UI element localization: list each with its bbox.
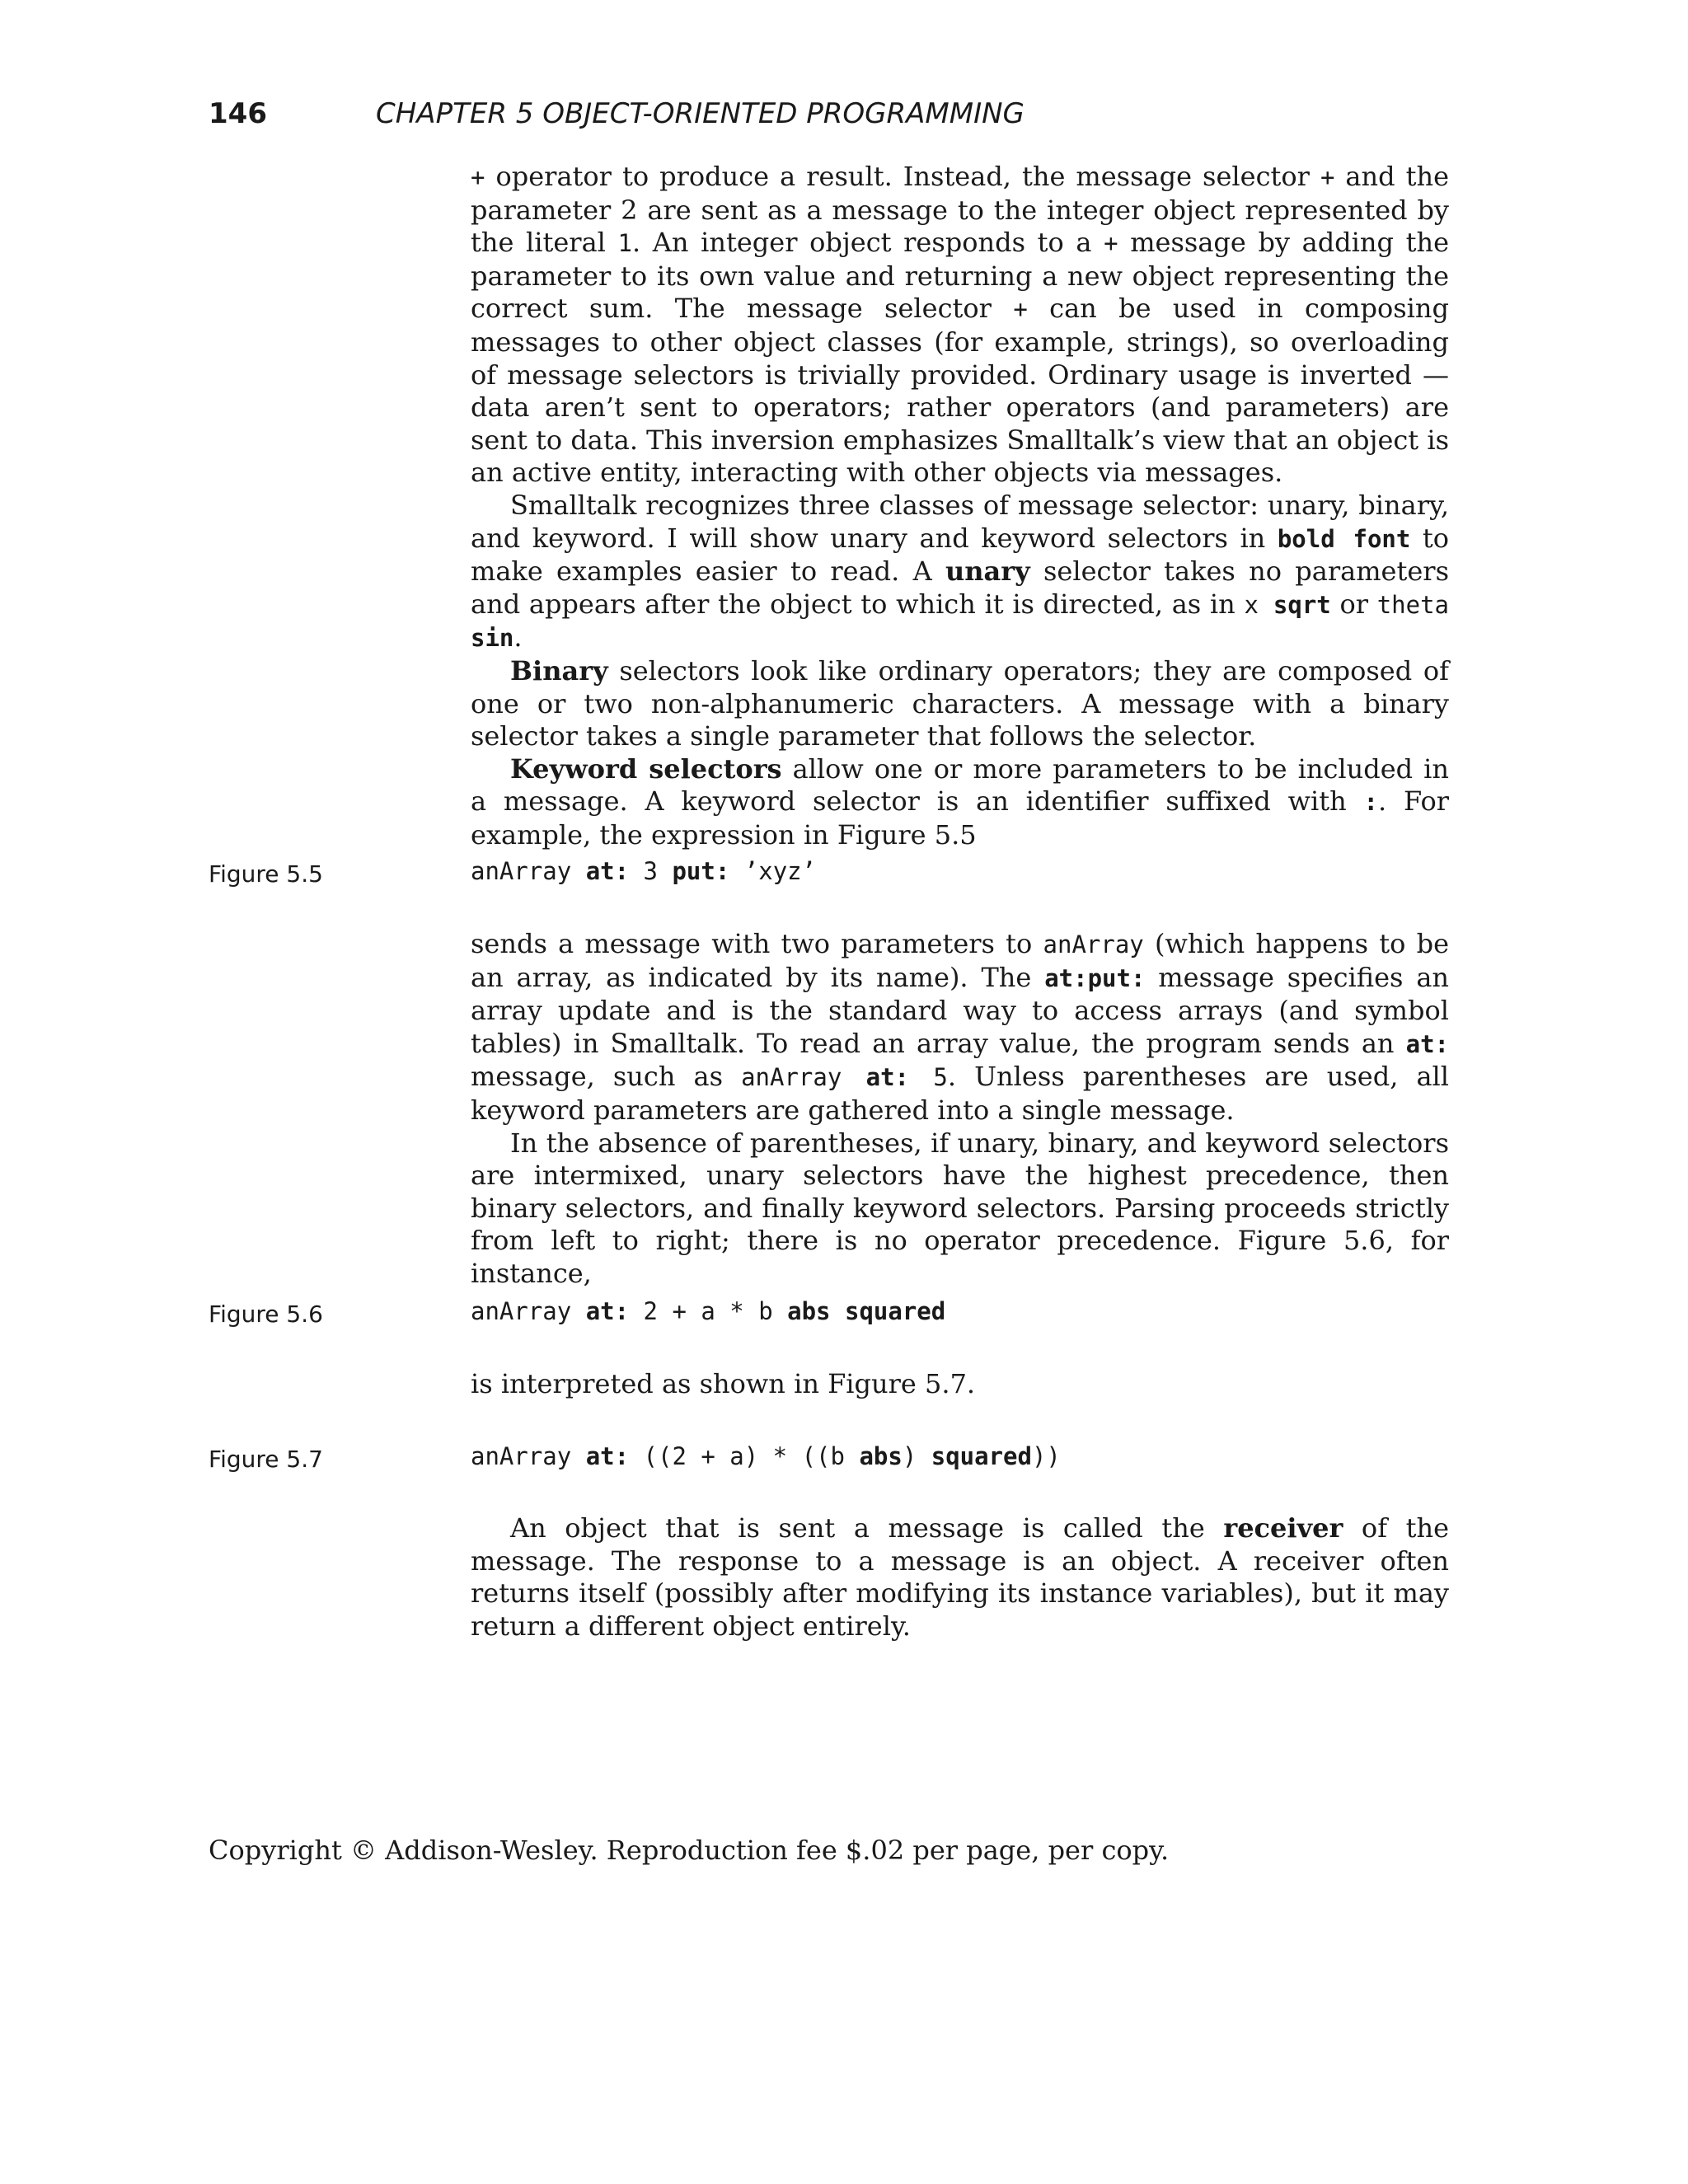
text-run: sends a message with two parameters to [471, 928, 1043, 959]
paragraph [471, 161, 1449, 490]
bold-term: Binary [510, 654, 608, 687]
inline-code: 1 [617, 229, 632, 258]
text-run: can be used in composing messages to other object classes (for example, strings), so overloading of message selectors is trivially provided. Ordinary usage is inverted — data aren’t sent to operators; rather operators (and parameters) are sent to data. This inversion emphasizes Smalltalk’s view that an object is an active entity, interacting with other objects via messages. [471, 293, 1450, 489]
code-keyword: abs squared [787, 1297, 946, 1325]
text-run: . Unless parentheses are used, all keyword parameters are gathered into a single message. [471, 1061, 1450, 1126]
text-run: allow one or more parameters to be included in a message. A keyword selector is an identifier suffixed with [471, 752, 1450, 818]
figure-label: Figure 5.7 [209, 1446, 323, 1473]
figure-code [471, 1442, 1061, 1470]
text-run: or [1330, 588, 1377, 620]
body-text-block-3 [471, 1368, 1449, 1401]
text-run: message, such as [471, 1061, 742, 1093]
inline-code: 5 [909, 1063, 948, 1092]
paragraph [471, 1512, 1449, 1643]
code-keyword: at: [585, 1297, 630, 1325]
code-keyword: squared [931, 1442, 1032, 1470]
inline-code: + [471, 163, 485, 191]
figure-label: Figure 5.6 [209, 1301, 323, 1328]
code-token: 2 + a * b [629, 1297, 788, 1325]
inline-code: bold font [1277, 524, 1411, 553]
text-run: of the message. The response to a message is an object. A receiver often returns itself (possibly after modifying its instance variables), but it may return a different object entirely. [471, 1512, 1450, 1642]
inline-code: + [1104, 229, 1118, 258]
inline-code: theta [1376, 590, 1450, 619]
code-keyword: put: [672, 857, 730, 885]
page-number: 146 [209, 97, 267, 130]
figure-label: Figure 5.5 [209, 860, 323, 888]
text-run: . [513, 621, 523, 654]
text-run: operator to produce a result. Instead, the message selector [485, 161, 1320, 192]
inline-code: at: [1405, 1029, 1449, 1058]
code-token: ((2 + a) * ((b [629, 1442, 860, 1470]
bold-term: receiver [1223, 1512, 1343, 1544]
text-run: selector takes no parameters and appears after the object to which it is directed, as in [471, 555, 1450, 620]
inline-code: + [1013, 295, 1028, 324]
code-token: anArray [471, 1297, 586, 1325]
text-run: . For example, the expression in Figure 5.5 [471, 785, 1450, 851]
inline-code: : [1363, 788, 1379, 817]
code-token: ’xyz’ [729, 857, 817, 885]
text-run: message by adding the parameter to its own value and returning a new object representing the correct sum. The message selector [471, 227, 1450, 325]
text-run: and the parameter 2 are sent as a message to the integer object represented by the literal [471, 161, 1450, 259]
code-token: 3 [629, 857, 673, 885]
inline-code: at: [865, 1063, 910, 1092]
inline-code: x [1244, 590, 1273, 619]
text-run: to make examples easier to read. A [471, 522, 1450, 588]
text-run: Smalltalk recognizes three classes of message selector: unary, binary, and keyword. I will show unary and keyword selectors in [471, 489, 1449, 554]
body-text-block-4 [471, 1512, 1449, 1643]
figure-code [471, 1297, 945, 1325]
paragraph [471, 655, 1449, 753]
running-head: CHAPTER 5 OBJECT-ORIENTED PROGRAMMING [376, 97, 1025, 130]
code-token: anArray [471, 1442, 586, 1470]
code-keyword: at: [585, 857, 630, 885]
paragraph [471, 490, 1449, 655]
bold-term: Keyword selectors [510, 752, 782, 785]
paragraph: In the absence of parentheses, if unary, binary, and keyword selectors are intermixed, unary selectors have the highest precedence, then binary selectors, and finally keyword selectors. Parsing proceeds strictly from left to right; there is no operator precedence. Figure 5.6, for instance, [471, 1127, 1449, 1289]
copyright-notice: Copyright © Addison-Wesley. Reproduction fee $.02 per page, per copy. [209, 1835, 1170, 1866]
text-run: (which happens to be an array, as indicated by its name). The [471, 928, 1450, 993]
inline-code: at:put: [1044, 963, 1146, 992]
inline-code: sqrt [1273, 590, 1331, 619]
code-keyword: abs [859, 1442, 903, 1470]
text-run: selectors look like ordinary operators; they are composed of one or two non-alphanumeric characters. A message with a binary selector takes a single parameter that follows the selector. [471, 654, 1449, 752]
body-text-block-2 [471, 928, 1449, 1291]
code-token: ) [902, 1442, 931, 1470]
inline-code: sin [471, 624, 514, 653]
figure-code [471, 857, 816, 885]
bold-term: unary [945, 555, 1030, 588]
code-token: )) [1031, 1442, 1061, 1470]
inline-code: + [1320, 163, 1335, 191]
text-run: An object that is sent a message is called the [510, 1512, 1224, 1544]
text-run: message specifies an array update and is the standard way to access arrays (and symbol tables) in Smalltalk. To read an array value, the program sends an [471, 961, 1450, 1059]
body-text-block-1 [471, 161, 1449, 851]
code-keyword: at: [585, 1442, 630, 1470]
code-token: anArray [471, 857, 586, 885]
text-run: . An integer object responds to a [632, 227, 1104, 259]
inline-code: anArray [741, 1063, 866, 1092]
paragraph: is interpreted as shown in Figure 5.7. [471, 1368, 976, 1399]
inline-code: anArray [1043, 930, 1144, 958]
paragraph [471, 928, 1449, 1127]
paragraph [471, 753, 1449, 852]
